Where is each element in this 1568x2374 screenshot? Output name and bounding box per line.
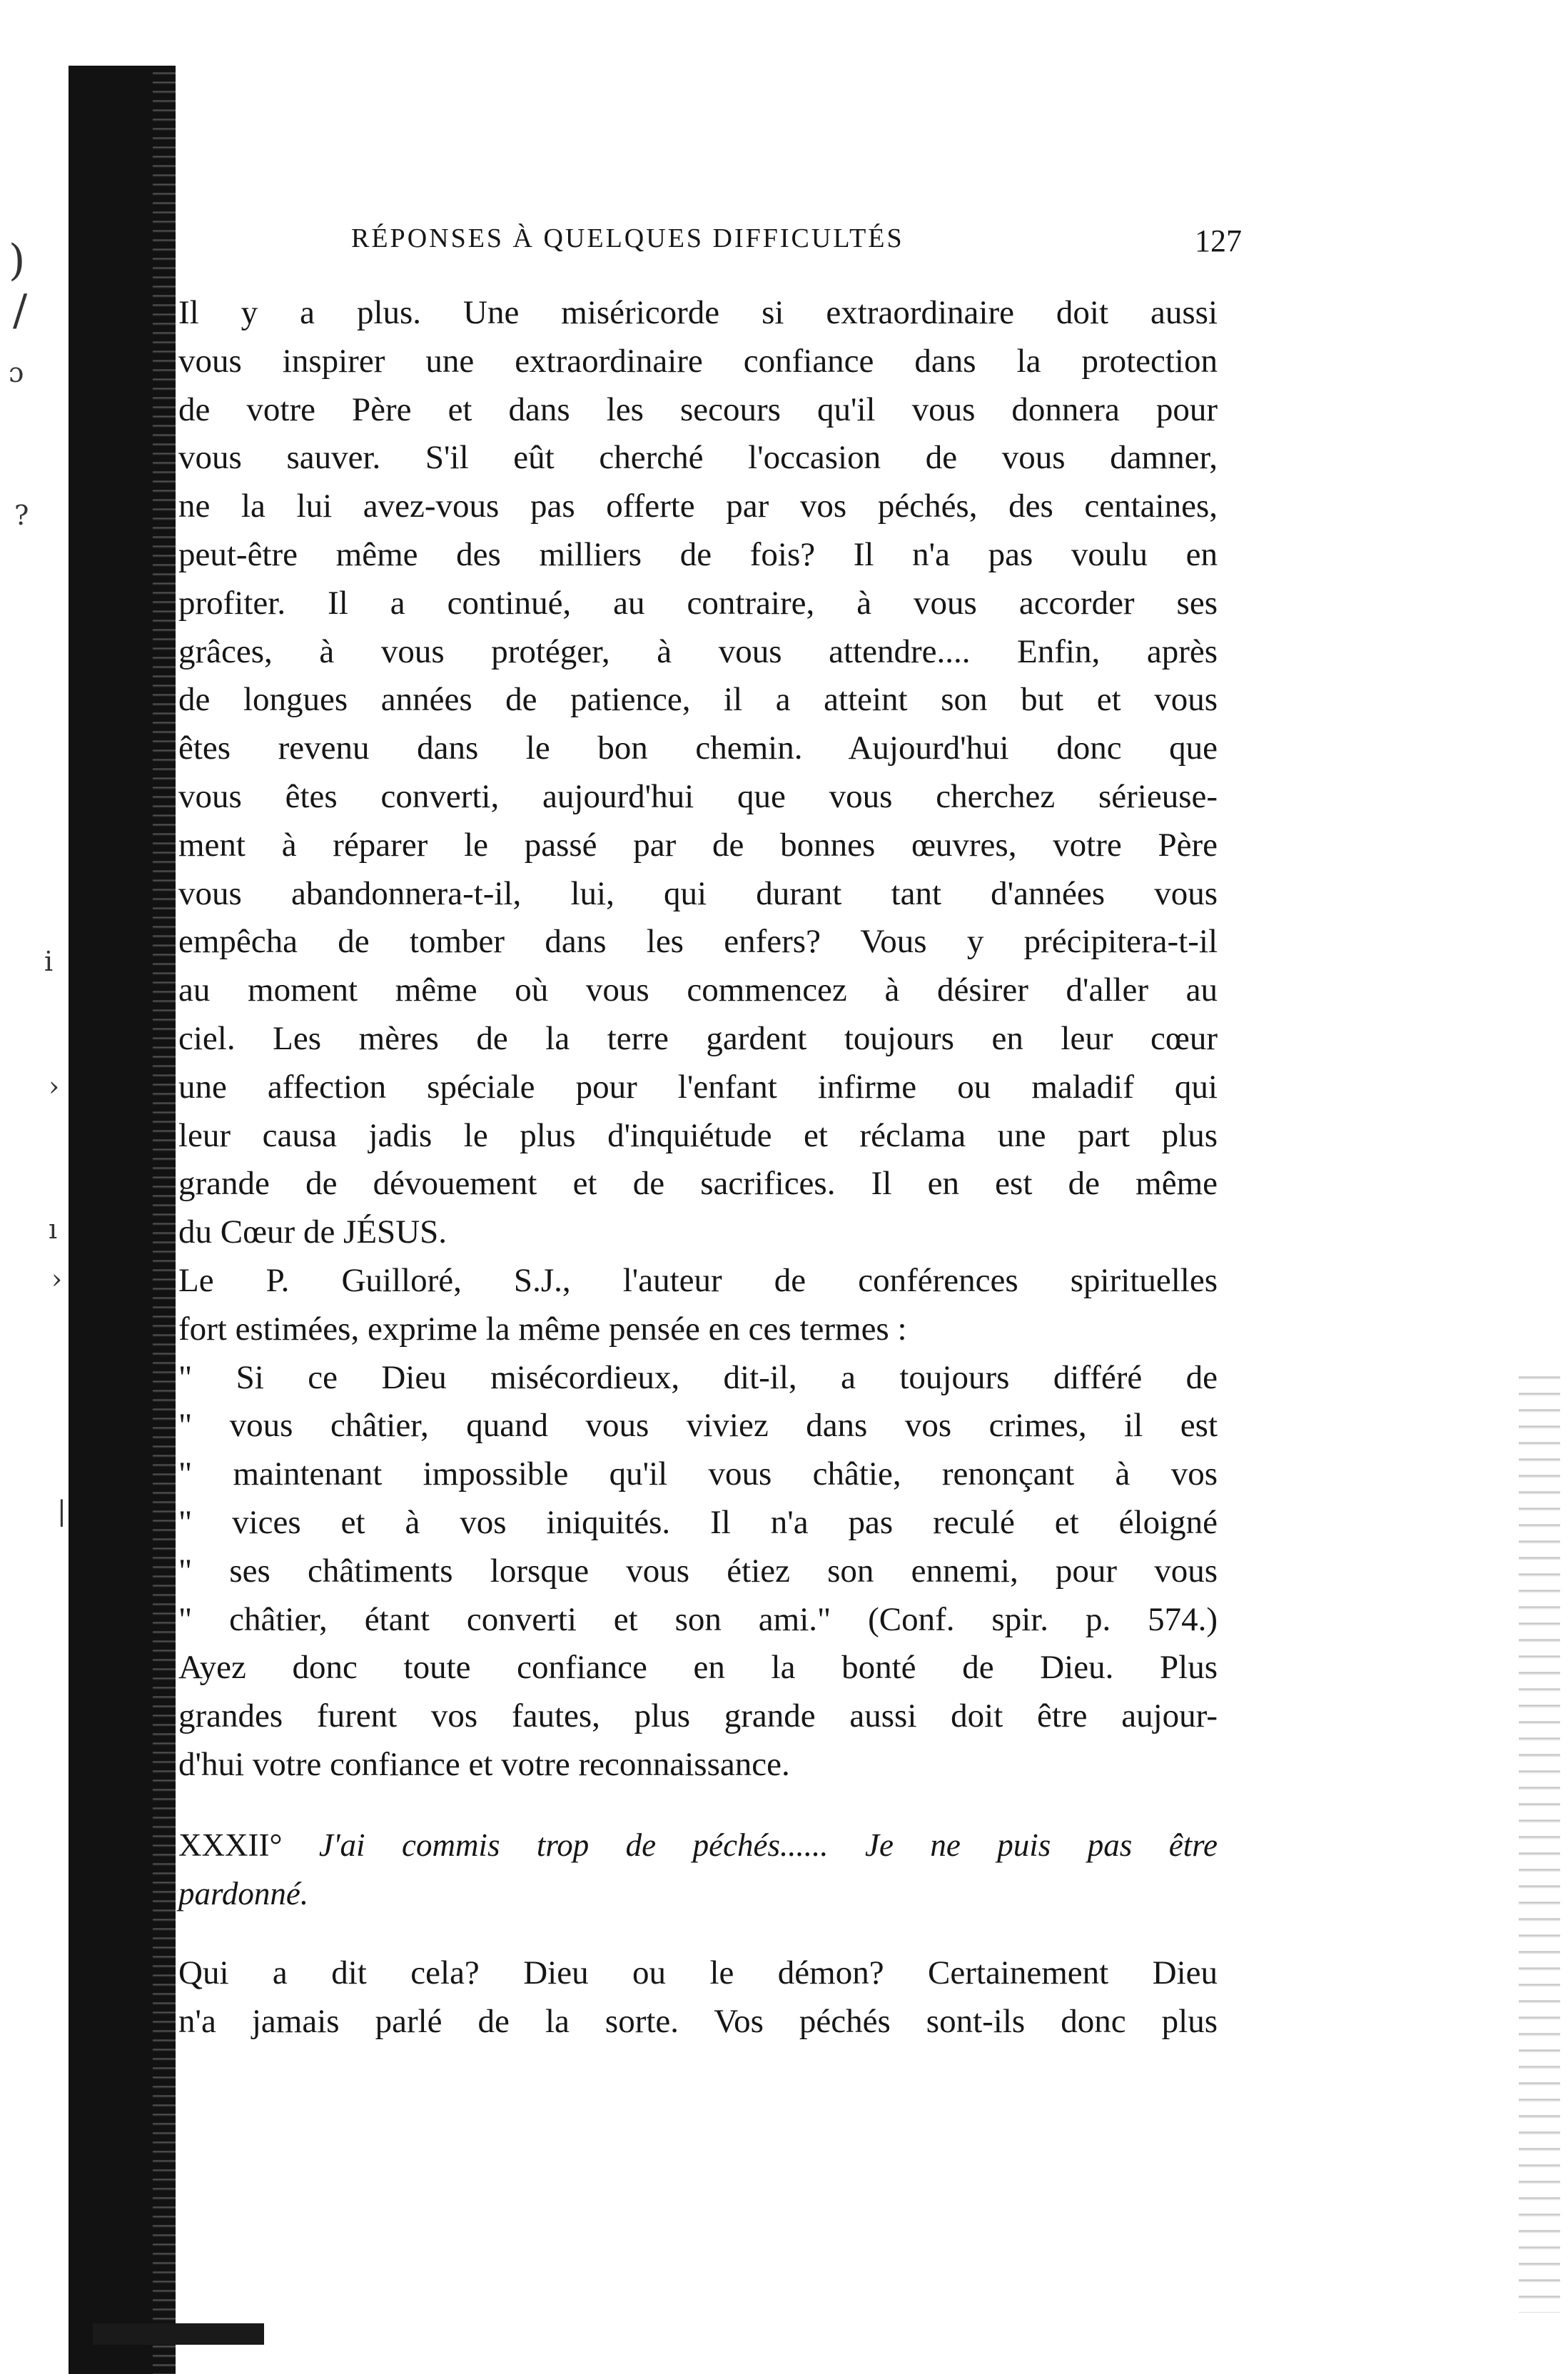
- margin-mark: /: [13, 286, 28, 335]
- text-line: une affection spéciale pour l'enfant infirme ou maladif qui: [178, 1068, 1218, 1106]
- section-gap: [178, 1918, 1218, 1949]
- text-line: ne la lui avez-vous pas offerte par vos péchés, des centaines,: [178, 488, 1218, 525]
- margin-marks: [0, 0, 64, 1570]
- text-line: de longues années de patience, il a atteint son but et vous: [178, 681, 1218, 719]
- margin-mark: ): [9, 236, 26, 286]
- quotation: [178, 1354, 1218, 1645]
- text-line: n'a jamais parlé de la sorte. Vos péchés sont-ils donc plus: [178, 2002, 1218, 2040]
- paragraph: [178, 1949, 1218, 2046]
- text-line: ment à réparer le passé par de bonnes œuvres, votre Père: [178, 826, 1218, 864]
- text-line: peut-être même des milliers de fois? Il n'a pas voulu en: [178, 535, 1218, 573]
- section-gap: [178, 1789, 1218, 1821]
- text-line: leur causa jadis le plus d'inquiétude et réclama une part plus: [178, 1116, 1218, 1154]
- margin-mark: ɔ: [9, 357, 24, 388]
- text-line: " maintenant impossible qu'il vous châtie, renonçant à vos: [178, 1455, 1218, 1493]
- text-line: Ayez donc toute confiance en la bonté de Dieu. Plus: [178, 1649, 1218, 1687]
- text-line: vous inspirer une extraordinaire confiance dans la protection: [178, 342, 1218, 380]
- text-line: êtes revenu dans le bon chemin. Aujourd'hui donc que: [178, 729, 1218, 767]
- objection-text: pardonné.: [178, 1875, 309, 1911]
- margin-mark: ?: [14, 500, 29, 531]
- text-line: Le P. Guilloré, S.J., l'auteur de conférences spirituelles: [178, 1261, 1218, 1299]
- text-line: de votre Père et dans les secours qu'il vous donnera pour: [178, 390, 1218, 428]
- objection-heading: [178, 1821, 1218, 1918]
- text-line: grande de dévouement et de sacrifices. Il en est de même: [178, 1165, 1218, 1203]
- text-line: empêcha de tomber dans les enfers? Vous y précipitera-t-il: [178, 923, 1218, 961]
- text-line: " Si ce Dieu misécordieux, dit-il, a toujours différé de: [178, 1358, 1218, 1396]
- paragraph: [178, 1644, 1218, 1789]
- margin-mark: ›: [51, 1263, 63, 1295]
- objection-text: J'ai commis trop de péchés...... Je ne puis pas être: [318, 1827, 1218, 1863]
- text-line: fort estimées, exprime la même pensée en ces termes :: [178, 1310, 907, 1348]
- text-line: grâces, à vous protéger, à vous attendre.... Enfin, après: [178, 632, 1218, 670]
- page-number: 127: [1195, 223, 1242, 258]
- text-line: vous abandonnera-t-il, lui, qui durant tant d'années vous: [178, 874, 1218, 912]
- running-title: RÉPONSES À QUELQUES DIFFICULTÉS: [351, 223, 904, 253]
- text-line: profiter. Il a continué, au contraire, à vous accorder ses: [178, 584, 1218, 622]
- margin-mark: i: [44, 946, 54, 977]
- text-line: Il y a plus. Une miséricorde si extraordinaire doit aussi: [178, 294, 1218, 331]
- text-line: d'hui votre confiance et votre reconnaissance.: [178, 1745, 790, 1783]
- paragraph: [178, 289, 1218, 1257]
- page-edge-speckle: [1519, 1363, 1560, 2313]
- objection-number: XXXII°: [178, 1827, 283, 1863]
- text-line: Qui a dit cela? Dieu ou le démon? Certainement Dieu: [178, 1954, 1218, 1991]
- paragraph: [178, 1257, 1218, 1354]
- text-line: " châtier, étant converti et son ami." (Conf. spir. p. 574.): [178, 1600, 1218, 1638]
- margin-mark: |: [57, 1495, 66, 1527]
- text-line: ciel. Les mères de la terre gardent toujours en leur cœur: [178, 1019, 1218, 1057]
- body-text: [178, 289, 1218, 2046]
- objection-line: [178, 1869, 1218, 1918]
- book-binding-foot: [93, 2323, 264, 2345]
- margin-mark: ı: [49, 1213, 58, 1245]
- text-line: " vous châtier, quand vous viviez dans vos crimes, il est: [178, 1407, 1218, 1445]
- text-line: du Cœur de JÉSUS.: [178, 1213, 447, 1251]
- running-head: [351, 223, 1242, 258]
- text-line: vous êtes converti, aujourd'hui que vous cherchez sérieuse-: [178, 777, 1218, 815]
- text-line: au moment même où vous commencez à désirer d'aller au: [178, 971, 1218, 1009]
- text-line: " ses châtiments lorsque vous étiez son ennemi, pour vous: [178, 1552, 1218, 1590]
- text-line: grandes furent vos fautes, plus grande aussi doit être aujour-: [178, 1697, 1218, 1735]
- objection-line: [178, 1821, 1218, 1869]
- text-line: vous sauver. S'il eût cherché l'occasion de vous damner,: [178, 439, 1218, 477]
- book-binding-edge: [69, 66, 176, 2374]
- text-line: " vices et à vos iniquités. Il n'a pas reculé et éloigné: [178, 1503, 1218, 1541]
- margin-mark: ›: [49, 1071, 60, 1102]
